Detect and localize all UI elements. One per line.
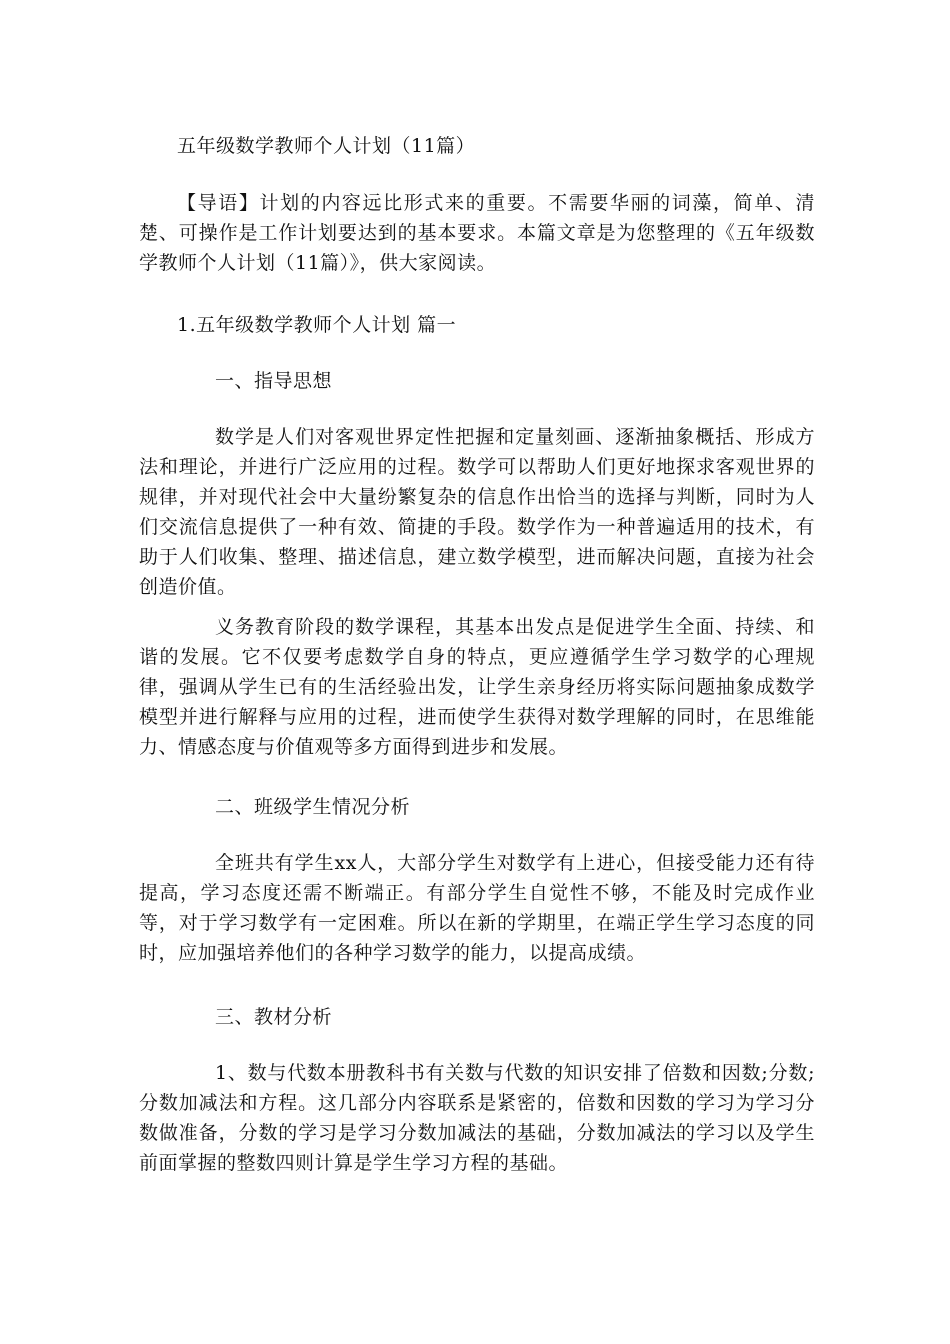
section-title-1: 1.五年级数学教师个人计划 篇一 bbox=[177, 314, 457, 336]
document-title: 五年级数学教师个人计划（11篇） bbox=[177, 135, 476, 157]
paragraph-curriculum: 义务教育阶段的数学课程，其基本出发点是促进学生全面、持续、和谐的发展。它不仅要考虑数学自身的特点，更应遵循学生学习数学的心理规律，强调从学生已有的生活经验出发，让学生亲身经历将实际问题抽象成数学模型并进行解释与应用的过程，进而使学生获得对数学理解的同时，在思维能力、情感态度与价值观等多方面得到进步和发展。 bbox=[139, 616, 815, 758]
heading-class-analysis: 二、班级学生情况分析 bbox=[215, 796, 411, 818]
heading-textbook-analysis: 三、教材分析 bbox=[215, 1006, 333, 1028]
intro-paragraph: 【导语】计划的内容远比形式来的重要。不需要华丽的词藻，简单、清楚、可操作是工作计划要达到的基本要求。本篇文章是为您整理的《五年级数学教师个人计划（11篇）》，供大家阅读。 bbox=[139, 192, 815, 274]
heading-guiding-ideology: 一、指导思想 bbox=[215, 370, 333, 392]
paragraph-number-algebra: 1、数与代数本册教科书有关数与代数的知识安排了倍数和因数;分数;分数加减法和方程。这几部分内容联系是紧密的，倍数和因数的学习为学习分数做准备，分数的学习是学习分数加减法的基础，分数加减法的学习以及学生前面掌握的整数四则计算是学生学习方程的基础。 bbox=[139, 1062, 815, 1174]
paragraph-math-definition: 数学是人们对客观世界定性把握和定量刻画、逐渐抽象概括、形成方法和理论，并进行广泛应用的过程。数学可以帮助人们更好地探求客观世界的规律，并对现代社会中大量纷繁复杂的信息作出恰当的选择与判断，同时为人们交流信息提供了一种有效、简捷的手段。数学作为一种普遍适用的技术，有助于人们收集、整理、描述信息，建立数学模型，进而解决问题，直接为社会创造价值。 bbox=[139, 426, 815, 598]
paragraph-class-analysis: 全班共有学生xx人，大部分学生对数学有上进心，但接受能力还有待提高，学习态度还需不断端正。有部分学生自觉性不够，不能及时完成作业等，对于学习数学有一定困难。所以在新的学期里，在端正学生学习态度的同时，应加强培养他们的各种学习数学的能力，以提高成绩。 bbox=[139, 852, 815, 964]
